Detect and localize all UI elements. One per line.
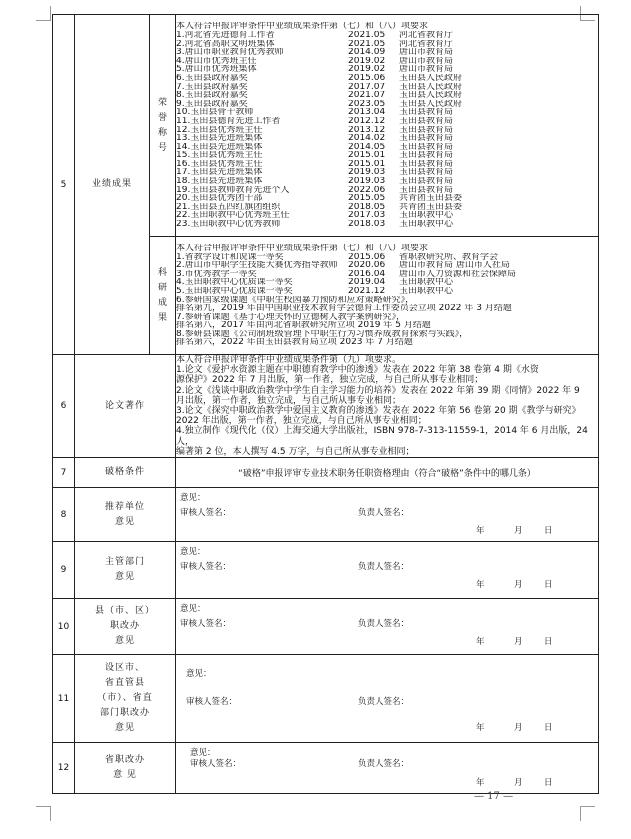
research-header: 本人符合申报评审条件中业绩成果条件第（七）和（八）项要求 xyxy=(176,243,429,253)
item-name: 23.玉田职教中心优秀教师 xyxy=(176,220,281,229)
list-item xyxy=(176,143,598,152)
opinion-block xyxy=(176,743,598,793)
item-date: 2021.12 xyxy=(348,286,386,296)
list-item xyxy=(176,168,598,177)
honors-list xyxy=(176,31,598,229)
label-char: 科 xyxy=(157,267,167,278)
item-name: 2.河北省高职文明班集体 xyxy=(176,39,275,49)
label-line: 意见 xyxy=(114,516,135,527)
list-item xyxy=(176,278,598,287)
date-year: 年 xyxy=(476,778,485,789)
paper-line: 2022 年出版，第一作者，独立完成，与自己所从事专业相同； xyxy=(176,416,427,427)
date-day: 日 xyxy=(544,580,553,591)
research-content xyxy=(176,237,599,355)
item-name: 17.玉田县先进班集体 xyxy=(176,168,263,178)
research-note: 7.参研省课题《基于心理关怀的立德树人教学案例研究》， xyxy=(176,312,406,322)
item-org: 玉田县人民政府 xyxy=(399,99,463,109)
leader-signature: 负责人签名： xyxy=(358,697,410,708)
row-number: 7 xyxy=(53,458,75,488)
paper-line: 1.论文《爱护水资源主题在中职德育教学中的渗透》发表在 2022 年第 38 卷第 4 期《水资 xyxy=(176,365,539,376)
table-row xyxy=(53,355,599,458)
leader-signature: 负责人签名： xyxy=(358,508,410,519)
table-row xyxy=(53,655,599,743)
opinion-label: 意见： xyxy=(180,547,206,558)
item-date: 2019.03 xyxy=(348,177,386,186)
table-row xyxy=(53,15,599,237)
item-name: 4.玉田职教中心优质课一等奖 xyxy=(176,278,293,287)
opinion-cell xyxy=(176,655,599,743)
item-date: 2018.03 xyxy=(348,220,386,229)
paper-line: 源保护》2022 年 7 月出版，第一作者，独立完成，与自己所从事专业相同； xyxy=(176,375,484,386)
research-note: 8.参研县课题《公司制班级管理下中职生行为习惯养成教育探索与实践》， xyxy=(176,329,469,339)
opinion-label: 意见： xyxy=(180,604,206,615)
item-org: 玉田职教中心 xyxy=(399,278,454,287)
list-item xyxy=(176,194,598,203)
list-item xyxy=(176,91,598,100)
item-org: 玉田职教中心 xyxy=(399,220,454,229)
leader-signature: 负责人签名： xyxy=(358,619,410,630)
item-name: 3.唐山市职业教育优秀教师 xyxy=(176,48,284,57)
table-row xyxy=(53,542,599,599)
item-date: 2015.01 xyxy=(348,159,386,169)
list-item xyxy=(176,287,598,296)
item-org: 玉田职教中心 xyxy=(399,211,454,221)
item-name: 10.玉田县骨干教师 xyxy=(176,108,254,117)
item-org: 唐山市教育局 唐山市人社局 xyxy=(399,261,510,270)
item-org: 玉田县教育局 xyxy=(399,134,454,143)
reviewer-signature: 审核人签名： xyxy=(190,759,242,770)
crop-mark-bottom-right xyxy=(580,806,595,821)
item-name: 13.玉田县先进班集体 xyxy=(176,134,263,143)
item-name: 20.玉田县优秀团干部 xyxy=(176,194,263,203)
item-name: 5.唐山市优秀班集体 xyxy=(176,65,257,74)
item-org: 玉田县教育局 xyxy=(399,116,454,126)
opinion-block xyxy=(176,599,598,654)
row-number: 5 xyxy=(53,15,75,355)
honors-content xyxy=(176,15,599,237)
item-org: 玉田县教育局 xyxy=(399,151,454,160)
opinion-label: 意见： xyxy=(186,669,212,680)
item-org: 玉田县教育局 xyxy=(399,159,454,169)
list-item xyxy=(176,160,598,169)
research-note: 排名第六，2022 年由玉田县教育局立项 2023 年 7 月结题 xyxy=(176,338,413,348)
row-label xyxy=(75,743,176,794)
label-line: 县（市、区） xyxy=(94,606,155,617)
item-date: 2015.05 xyxy=(348,194,386,203)
opinion-label: 意见： xyxy=(180,493,206,504)
reviewer-signature: 审核人签名： xyxy=(180,508,232,519)
table-row xyxy=(53,488,599,542)
item-date: 2017.07 xyxy=(348,82,386,92)
date-day: 日 xyxy=(544,526,553,537)
item-org: 玉田县教育局 xyxy=(399,177,454,186)
list-item xyxy=(176,203,598,212)
application-form-table xyxy=(52,14,599,794)
list-item xyxy=(176,65,598,74)
list-item xyxy=(176,261,598,270)
reviewer-signature: 审核人签名： xyxy=(180,562,232,573)
item-date: 2018.05 xyxy=(348,202,386,212)
item-name: 8.玉田县政府嘉奖 xyxy=(176,91,248,100)
item-date: 2015.01 xyxy=(348,151,386,160)
date-year: 年 xyxy=(476,580,485,591)
row-label: 破格条件 xyxy=(75,458,176,488)
honors-header: 本人符合申报评审条件中业绩成果条件第（七）和（八）项要求 xyxy=(176,22,429,31)
reviewer-signature: 审核人签名： xyxy=(180,619,232,630)
research-note: 6.参研国家级课题《中职生校园暴力预防和应对策略研究》， xyxy=(176,295,415,305)
item-org: 省职教研究所、教育学会 xyxy=(399,252,499,262)
label-line: 省直管县 xyxy=(104,678,145,689)
page-number: — 17 — xyxy=(474,791,514,802)
row-number: 8 xyxy=(53,488,75,542)
table-row xyxy=(53,458,599,488)
row-number: 6 xyxy=(53,355,75,458)
crop-mark-bottom-left xyxy=(36,806,51,821)
opinion-block xyxy=(176,542,598,598)
list-item xyxy=(176,40,598,49)
item-name: 12.玉田县优秀班主任 xyxy=(176,125,263,135)
label-char: 荣 xyxy=(157,97,167,108)
item-date: 2019.02 xyxy=(348,56,386,66)
item-org: 河北省教育厅 xyxy=(399,39,454,49)
date-month: 月 xyxy=(514,580,523,591)
label-char: 研 xyxy=(157,282,167,293)
item-date: 2015.06 xyxy=(348,73,386,83)
date-month: 月 xyxy=(514,637,523,648)
date-month: 月 xyxy=(514,526,523,537)
opinion-block xyxy=(176,488,598,541)
item-date: 2013.04 xyxy=(348,108,386,117)
label-char: 誉 xyxy=(157,112,167,123)
list-item xyxy=(176,31,598,40)
item-name: 3.市优秀教学一等奖 xyxy=(176,269,257,279)
item-org: 唐山市教育局 xyxy=(399,48,454,57)
date-day: 日 xyxy=(544,637,553,648)
list-item xyxy=(176,83,598,92)
paper-line: 2.论文《浅谈中职政治教学中学生自主学习能力的培养》发表在 2022 年第 39 期《同情》2022 年 9 xyxy=(176,385,580,396)
item-org: 玉田县教育局 xyxy=(399,108,454,117)
item-date: 2013.12 xyxy=(348,125,386,135)
label-char: 成 xyxy=(157,297,167,308)
item-name: 19.玉田县教师教育先进个人 xyxy=(176,185,290,195)
label-line: 推荐单位 xyxy=(104,501,145,512)
date-month: 月 xyxy=(514,723,523,734)
table-row xyxy=(53,743,599,794)
item-name: 7.玉田县政府嘉奖 xyxy=(176,82,248,92)
opinion-cell xyxy=(176,542,599,599)
item-org: 玉田县人民政府 xyxy=(399,82,463,92)
row-label xyxy=(75,542,176,599)
label-line: 职改办 xyxy=(109,621,140,632)
label-line: （市）、省直 xyxy=(97,693,153,704)
research-list xyxy=(176,253,598,296)
item-date: 2016.04 xyxy=(348,269,386,279)
research-note: 排名第八，2017 年由河北省职教研究所立项 2019 年 5 月结题 xyxy=(176,321,431,330)
item-date: 2021.05 xyxy=(348,39,386,49)
label-line: 意见 xyxy=(114,723,135,734)
honors-label xyxy=(150,15,176,237)
label-char: 称 xyxy=(157,127,167,138)
paper-line: 编著第 2 位，本人撰写 4.5 万字，与自己所从事专业相同； xyxy=(176,446,415,457)
date-day: 日 xyxy=(544,723,553,734)
opinion-cell xyxy=(176,743,599,794)
list-item xyxy=(176,186,598,195)
item-name: 11.玉田县德育先进工作者 xyxy=(176,116,281,126)
paper-line: 4.独立制作《现代化（仪）上海交通大学出版社，ISBN 978-7-313-11559-1，2014 年 6 月出版，24 人， xyxy=(176,426,588,447)
item-name: 1.河北省先进德育工作者 xyxy=(176,30,275,40)
item-name: 6.玉田县政府嘉奖 xyxy=(176,73,248,83)
paper-line: 月出版，第一作者，独立完成，与自己所从事专业相同； xyxy=(176,395,402,406)
item-date: 2021.07 xyxy=(348,91,386,100)
row-label xyxy=(75,488,176,542)
row-number: 11 xyxy=(53,655,75,743)
item-name: 1.省教学设计和说课一等奖 xyxy=(176,252,284,262)
item-date: 2019.03 xyxy=(348,168,386,178)
list-item xyxy=(176,126,598,135)
label-line: 部门职改办 xyxy=(99,708,150,719)
date-year: 年 xyxy=(476,723,485,734)
exception-reason: “破格”申报评审专业技术职务任职资格理由（符合“破格”条件中的哪几条） xyxy=(176,458,599,488)
leader-signature: 负责人签名： xyxy=(358,759,410,770)
opinion-cell xyxy=(176,488,599,542)
item-org: 共青团玉田县委 xyxy=(399,202,463,212)
item-org: 玉田县人民政府 xyxy=(399,91,463,100)
list-item xyxy=(176,177,598,186)
item-org: 玉田县教育局 xyxy=(399,168,454,178)
item-date: 2021.05 xyxy=(348,30,386,40)
list-item xyxy=(176,211,598,220)
row-label: 论文著作 xyxy=(75,355,176,458)
item-date: 2022.06 xyxy=(348,185,386,195)
papers-content xyxy=(176,355,599,458)
label-line: 设区市、 xyxy=(104,663,145,674)
label-line: 主管部门 xyxy=(104,557,145,568)
item-org: 唐山市教育局 xyxy=(399,65,454,74)
item-org: 玉田县人民政府 xyxy=(399,73,463,83)
row-label xyxy=(75,655,176,743)
list-item xyxy=(176,151,598,160)
item-org: 玉田县教育局 xyxy=(399,125,454,135)
item-org: 玉田职教中心 xyxy=(399,286,454,296)
item-name: 5.玉田职教中心优质课一等奖 xyxy=(176,286,293,296)
list-item xyxy=(176,220,598,229)
list-item xyxy=(176,270,598,279)
item-date: 2023.05 xyxy=(348,99,386,109)
label-line: 省职改办 xyxy=(104,755,145,766)
opinion-label: 意见： xyxy=(190,748,216,759)
list-item xyxy=(176,253,598,262)
paper-line: 本人符合申报评审条件中业绩成果条件第（九）项要求。 xyxy=(176,355,402,365)
item-name: 2.唐山市中职学生技能大赛优秀指导教师 xyxy=(176,261,338,270)
item-date: 2014.05 xyxy=(348,142,386,152)
label-line: 意见 xyxy=(114,572,135,583)
label-line: 意见 xyxy=(114,636,135,647)
list-item xyxy=(176,48,598,57)
item-org: 河北省教育厅 xyxy=(399,30,454,40)
item-name: 9.玉田县政府嘉奖 xyxy=(176,99,248,109)
crop-mark-top-left xyxy=(36,6,51,21)
item-org: 唐山市教育局 xyxy=(399,56,454,66)
item-date: 2017.03 xyxy=(348,211,386,221)
leader-signature: 负责人签名： xyxy=(358,562,410,573)
opinion-cell xyxy=(176,599,599,655)
list-item xyxy=(176,57,598,66)
item-date: 2014.02 xyxy=(348,134,386,143)
item-name: 14.玉田县先进班集体 xyxy=(176,142,263,152)
date-year: 年 xyxy=(476,637,485,648)
date-day: 日 xyxy=(544,778,553,789)
item-date: 2015.06 xyxy=(348,252,386,262)
item-date: 2020.06 xyxy=(348,261,386,270)
row-number: 10 xyxy=(53,599,75,655)
date-month: 月 xyxy=(514,778,523,789)
list-item xyxy=(176,117,598,126)
item-org: 玉田县教育局 xyxy=(399,142,454,152)
paper-line: 3.论文《探究中职政治教学中爱国主义教育的渗透》发表在 2022 年第 56 卷第 20 期《教学与研究》 xyxy=(176,406,581,417)
row-label: 业绩成果 xyxy=(75,15,150,355)
item-name: 22.玉田职教中心优秀班主任 xyxy=(176,211,290,221)
row-number: 9 xyxy=(53,542,75,599)
item-date: 2019.02 xyxy=(348,65,386,74)
item-name: 21.玉田县五四红旗团组织 xyxy=(176,202,281,212)
research-label xyxy=(150,237,176,355)
list-item xyxy=(176,134,598,143)
item-org: 共青团玉田县委 xyxy=(399,194,463,203)
item-name: 4.唐山市优秀班主任 xyxy=(176,56,257,66)
item-org: 玉田县教育局 xyxy=(399,185,454,195)
row-number: 12 xyxy=(53,743,75,794)
item-name: 15.玉田县优秀班主任 xyxy=(176,151,263,160)
opinion-block xyxy=(176,655,598,742)
item-org: 唐山市人力资源和社会保障局 xyxy=(399,269,517,279)
reviewer-signature: 审核人签名： xyxy=(186,697,238,708)
item-date: 2014.09 xyxy=(348,48,386,57)
label-line: 意 见 xyxy=(113,770,137,781)
row-label xyxy=(75,599,176,655)
date-year: 年 xyxy=(476,526,485,537)
research-note: 排名第九，2019 年由中国职业技术教育学会德育工作委员会立项 2022 年 3 月结题 xyxy=(176,304,512,313)
label-char: 号 xyxy=(157,142,167,153)
item-name: 18.玉田县先进班集体 xyxy=(176,177,263,186)
list-item xyxy=(176,100,598,109)
item-date: 2019.04 xyxy=(348,278,386,287)
list-item xyxy=(176,74,598,83)
table-row xyxy=(53,599,599,655)
list-item xyxy=(176,108,598,117)
item-date: 2012.12 xyxy=(348,116,386,126)
item-name: 16.玉田县优秀班主任 xyxy=(176,159,263,169)
research-notes xyxy=(176,296,598,348)
label-char: 果 xyxy=(157,312,167,323)
